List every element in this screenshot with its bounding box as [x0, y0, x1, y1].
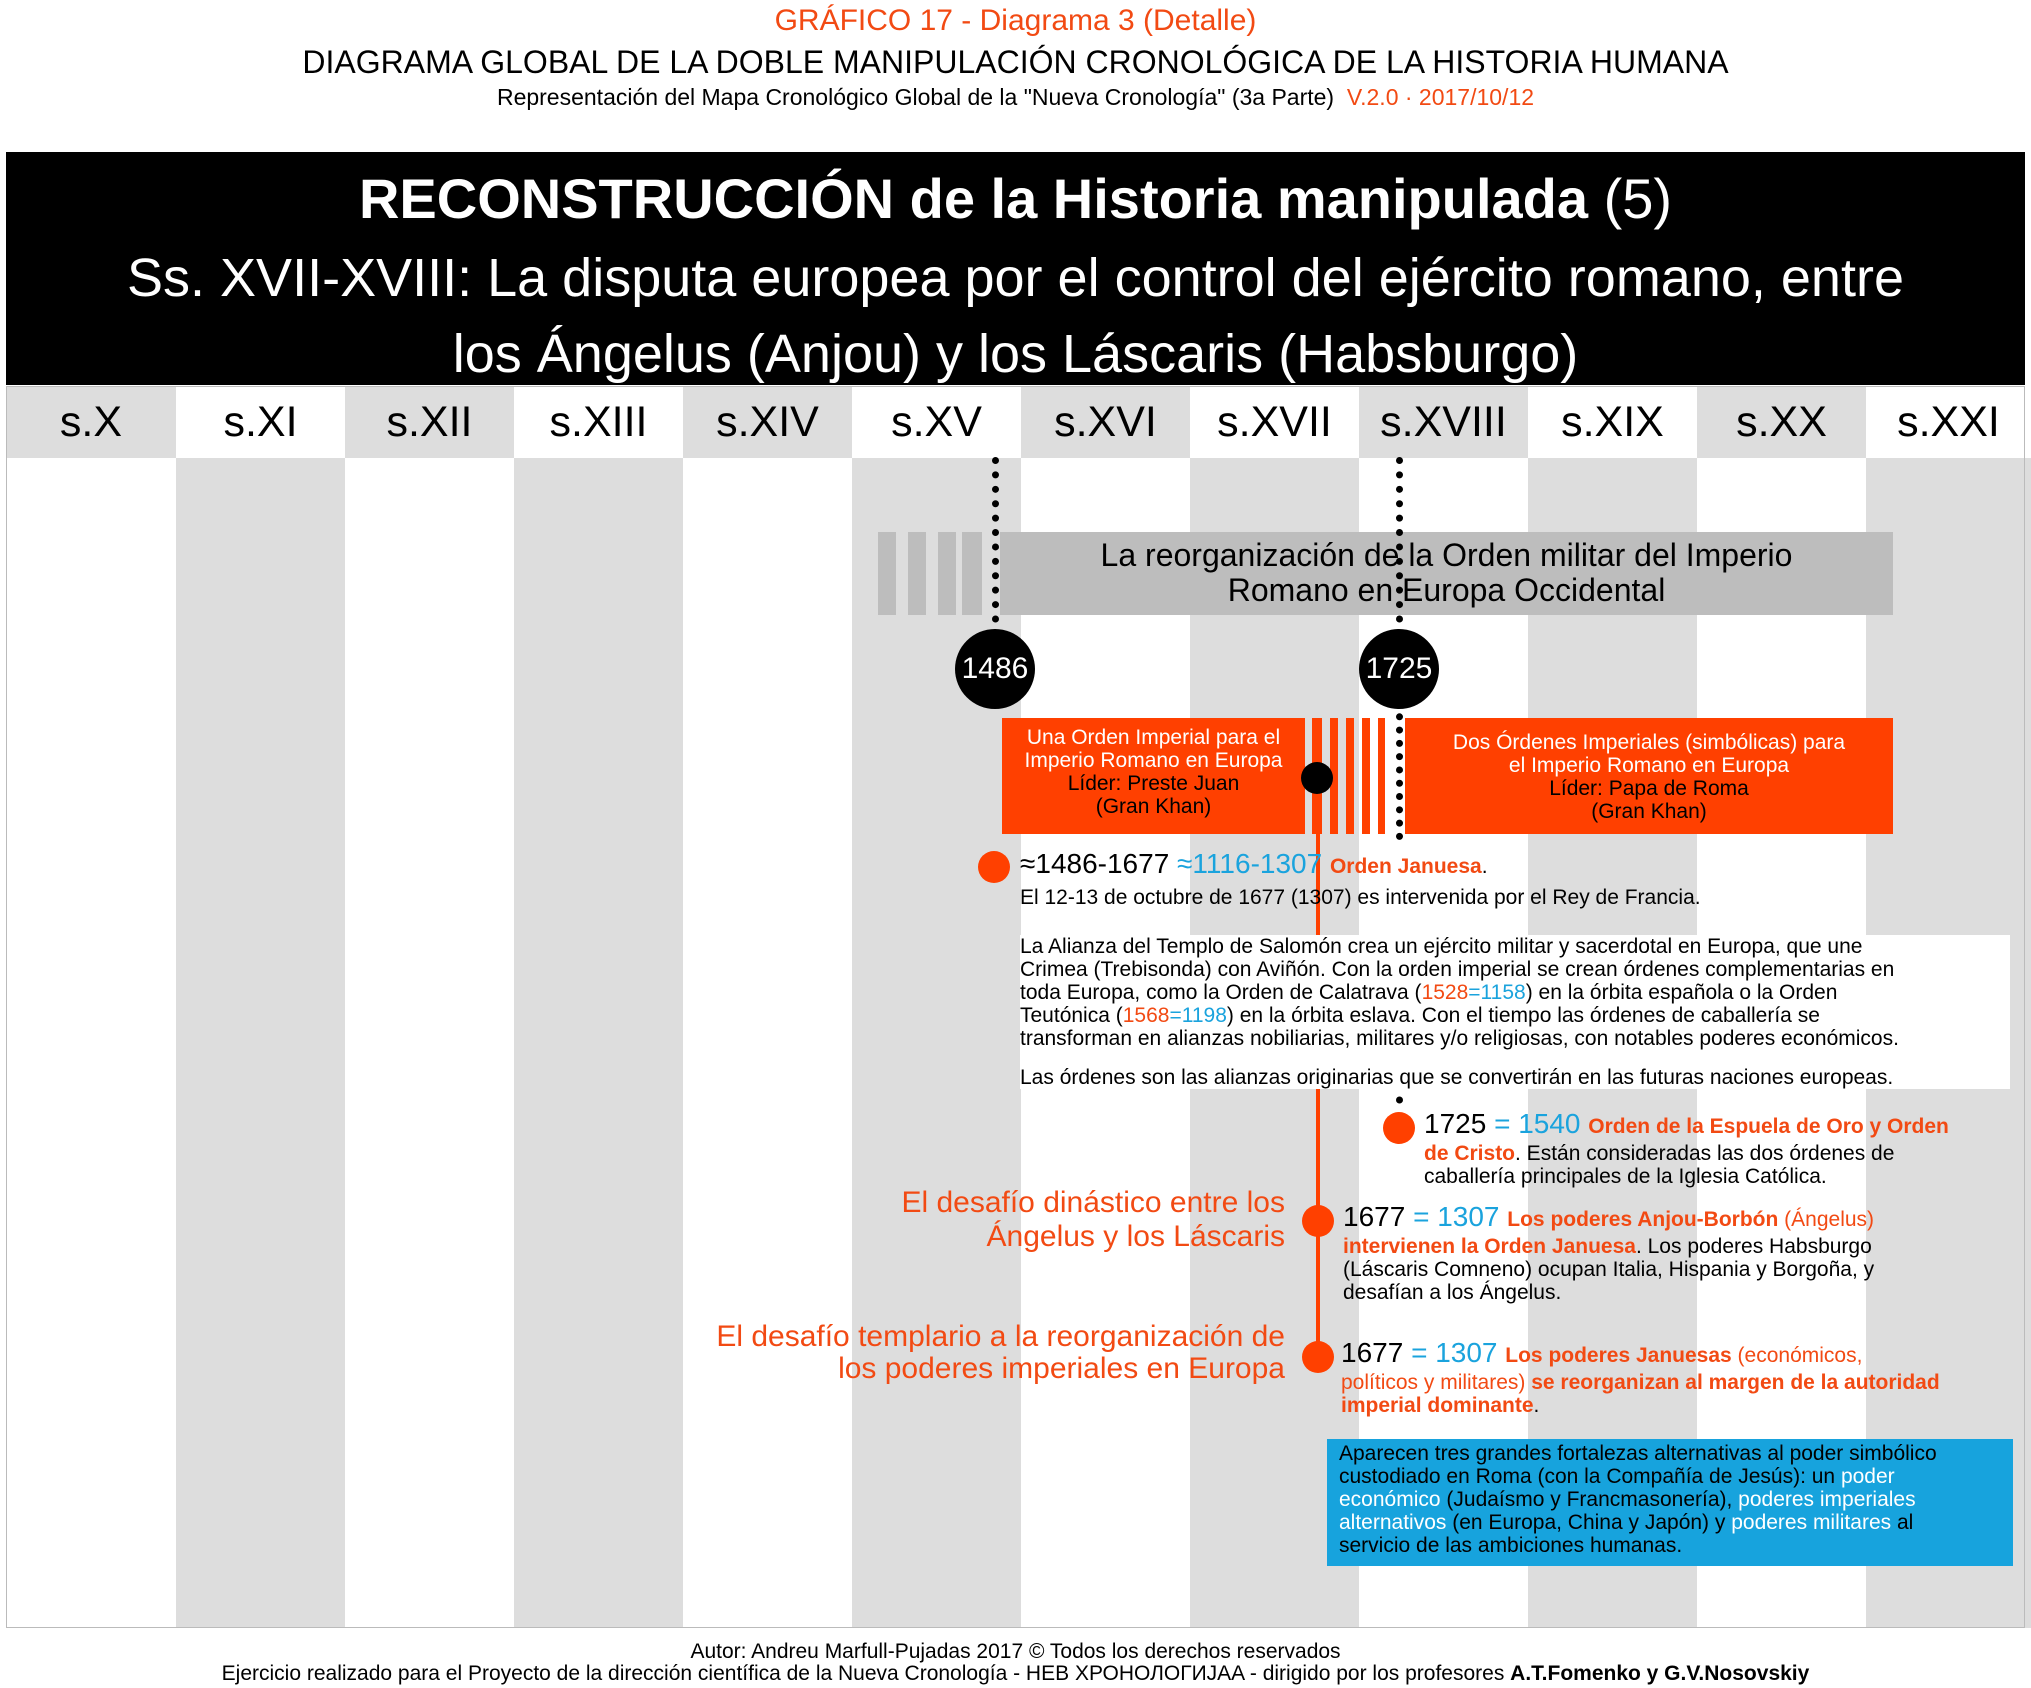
century-label: s.XVI — [1021, 386, 1190, 458]
century-label: s.XIX — [1528, 386, 1697, 458]
blue-line: servicio de las ambiciones humanas. — [1339, 1534, 1683, 1557]
banner-line3: los Ángelus (Anjou) y los Láscaris (Habsburgo) — [452, 324, 1579, 384]
para-year-old: =1198 — [1169, 1004, 1227, 1027]
order1-line2: Imperio Romano en Europa — [1024, 749, 1283, 772]
event-dynastic-year-old: = 1307 — [1413, 1201, 1500, 1232]
banner-number: (5) — [1603, 167, 1673, 230]
para-text: toda Europa, como la Orden de Calatrava ( — [1020, 981, 1422, 1004]
banner-line2: Ss. XVII-XVIII: La disputa europea por el control del ejército romano, entre — [127, 248, 1904, 308]
event-1725-text2: caballería principales de la Iglesia Católica. — [1424, 1165, 1827, 1188]
side-label-line: El desafío dinástico entre los — [901, 1186, 1285, 1219]
blue-text: al — [1891, 1511, 1914, 1534]
blue-highlight: económico — [1339, 1488, 1441, 1511]
order2-line1: Dos Órdenes Imperiales (simbólicas) para — [1452, 731, 1846, 754]
para-text: ) en la órbita española o la Orden — [1525, 981, 1838, 1004]
event-templar-name-end: imperial dominante — [1341, 1394, 1534, 1417]
reorg-line1: La reorganización de la Orden militar del Imperio — [1100, 537, 1793, 573]
para-text: ) en la órbita eslava. Con el tiempo las órdenes de caballería se — [1226, 1004, 1820, 1027]
event-1725-text: . Están consideradas las dos órdenes de — [1515, 1142, 1895, 1165]
blue-line: Aparecen tres grandes fortalezas alternativas al poder simbólico — [1339, 1442, 1937, 1465]
event-templar-year-old: = 1307 — [1411, 1337, 1498, 1368]
event-templar-name-cont: se reorganizan al margen de la autoridad — [1525, 1371, 1940, 1394]
event-januesa-year: ≈1486-1677 — [1020, 848, 1170, 879]
century-label: s.XXI — [1866, 386, 2031, 458]
century-label: s.X — [6, 386, 176, 458]
blue-highlight: alternativos — [1339, 1511, 1447, 1534]
century-label: s.XX — [1697, 386, 1866, 458]
event-1725-name-cont: de Cristo — [1424, 1142, 1516, 1165]
para-year-old: =1158 — [1468, 981, 1526, 1004]
event-1725-year: 1725 — [1424, 1108, 1487, 1139]
century-label: s.XIII — [514, 386, 683, 458]
century-label: s.XVIII — [1359, 386, 1528, 458]
order2-leader-sub: (Gran Khan) — [1591, 800, 1707, 823]
side-label-line: Ángelus y los Láscaris — [986, 1220, 1285, 1253]
event-januesa-name: Orden Januesa — [1329, 855, 1482, 878]
footer-credits-text: Ejercicio realizado para el Proyecto de la dirección científica de la Nueva Cronología - НЕВ ХРОНОЛОГИJAA - dirigido por los profesores — [221, 1662, 1511, 1685]
blue-highlight: poder — [1840, 1465, 1895, 1488]
para-year-new: 1568 — [1122, 1004, 1170, 1027]
banner-subtitle — [6, 240, 2025, 392]
event-templar-period: . — [1533, 1394, 1540, 1417]
century-label: s.XV — [852, 386, 1021, 458]
footer-author: Autor: Andreu Marfull-Pujadas 2017 © Todos los derechos reservados — [690, 1640, 1341, 1663]
blue-text: (en Europa, China y Japón) y — [1446, 1511, 1732, 1534]
event-templar-year: 1677 — [1341, 1337, 1404, 1368]
event-dynastic-text: desafían a los Ángelus. — [1343, 1281, 1562, 1304]
century-label: s.XIV — [683, 386, 852, 458]
side-label-line: El desafío templario a la reorganización de — [716, 1320, 1285, 1353]
order1-line1: Una Orden Imperial para el — [1026, 726, 1281, 749]
footer-professors: A.T.Fomenko y G.V.Nosovskiy — [1510, 1662, 1810, 1685]
footer-credits — [0, 1662, 2031, 1686]
century-label: s.XI — [176, 386, 345, 458]
banner-title: RECONSTRUCCIÓN de la Historia manipulada — [358, 167, 1589, 230]
reorg-line2: Romano en Europa Occidental — [1227, 572, 1666, 608]
order1-leader: Líder: Preste Juan — [1067, 772, 1240, 795]
side-label-line: los poderes imperiales en Europa — [838, 1352, 1285, 1385]
para-line: La Alianza del Templo de Salomón crea un ejército militar y sacerdotal en Europa, que une — [1020, 935, 1863, 958]
diagram-title: DIAGRAMA GLOBAL DE LA DOBLE MANIPULACIÓN CRONOLÓGICA DE LA HISTORIA HUMANA — [302, 44, 1729, 80]
diagram-subtitle — [0, 84, 2031, 111]
order1-leader-sub: (Gran Khan) — [1095, 795, 1212, 818]
para-line: transforman en alianzas nobiliarias, militares y/o religiosas, con notables poderes económicos. — [1020, 1027, 1899, 1050]
event-1725-name: Orden de la Espuela de Oro y Orden — [1588, 1115, 1949, 1138]
event-dynastic-paren: (Ángelus) — [1778, 1208, 1875, 1231]
event-templar-name: Los poderes Januesas — [1505, 1344, 1732, 1367]
blue-text: (Judaísmo y Francmasonería), — [1440, 1488, 1739, 1511]
event-templar-text: políticos y militares) — [1341, 1371, 1526, 1394]
event-dynastic-name-cont: intervienen la Orden Januesa — [1343, 1235, 1636, 1258]
blue-highlight: poderes militares — [1731, 1511, 1892, 1534]
para-text: Teutónica ( — [1020, 1004, 1123, 1027]
subtitle-text: Representación del Mapa Cronológico Global de la "Nueva Cronología" (3a Parte) — [496, 84, 1335, 110]
event-dynastic-text: . Los poderes Habsburgo — [1635, 1235, 1872, 1258]
blue-text: custodiado en Roma (con la Compañía de Jesús): un — [1339, 1465, 1841, 1488]
order2-line2: el Imperio Romano en Europa — [1508, 754, 1790, 777]
banner-line1 — [6, 166, 2025, 231]
year-marker-1725: 1725 — [1359, 629, 1439, 709]
version-label: V.2.0 · 2017/10/12 — [1346, 84, 1535, 110]
para-line: Crimea (Trebisonda) con Aviñón. Con la orden imperial se crean órdenes complementarias en — [1020, 958, 1895, 981]
order2-leader: Líder: Papa de Roma — [1549, 777, 1749, 800]
title-banner — [6, 152, 2025, 385]
year-marker-1486: 1486 — [955, 629, 1035, 709]
century-label: s.XVII — [1190, 386, 1359, 458]
figure-label: GRÁFICO 17 - Diagrama 3 (Detalle) — [774, 4, 1257, 37]
event-januesa-note: El 12-13 de octubre de 1677 (1307) es intervenida por el Rey de Francia. — [1020, 886, 1701, 909]
event-templar-paren: (económicos, — [1731, 1344, 1863, 1367]
diagram-frame — [6, 386, 2025, 1628]
para-year-new: 1528 — [1421, 981, 1469, 1004]
para-line: Las órdenes son las alianzas originarias que se convertirán en las futuras naciones europeas. — [1020, 1066, 1894, 1089]
event-dynastic-text: (Láscaris Comneno) ocupan Italia, Hispania y Borgoña, y — [1343, 1258, 1875, 1281]
blue-highlight: poderes imperiales — [1738, 1488, 1916, 1511]
event-1725-year-old: = 1540 — [1494, 1108, 1581, 1139]
event-dynastic-year: 1677 — [1343, 1201, 1406, 1232]
century-label: s.XII — [345, 386, 514, 458]
event-januesa-year-old: ≈1116-1307 — [1177, 848, 1323, 879]
event-dynastic-name: Los poderes Anjou-Borbón — [1507, 1208, 1779, 1231]
event-januesa-heading: ≈1486-1677 ≈1116-1307 Orden Januesa. — [1020, 848, 1488, 879]
